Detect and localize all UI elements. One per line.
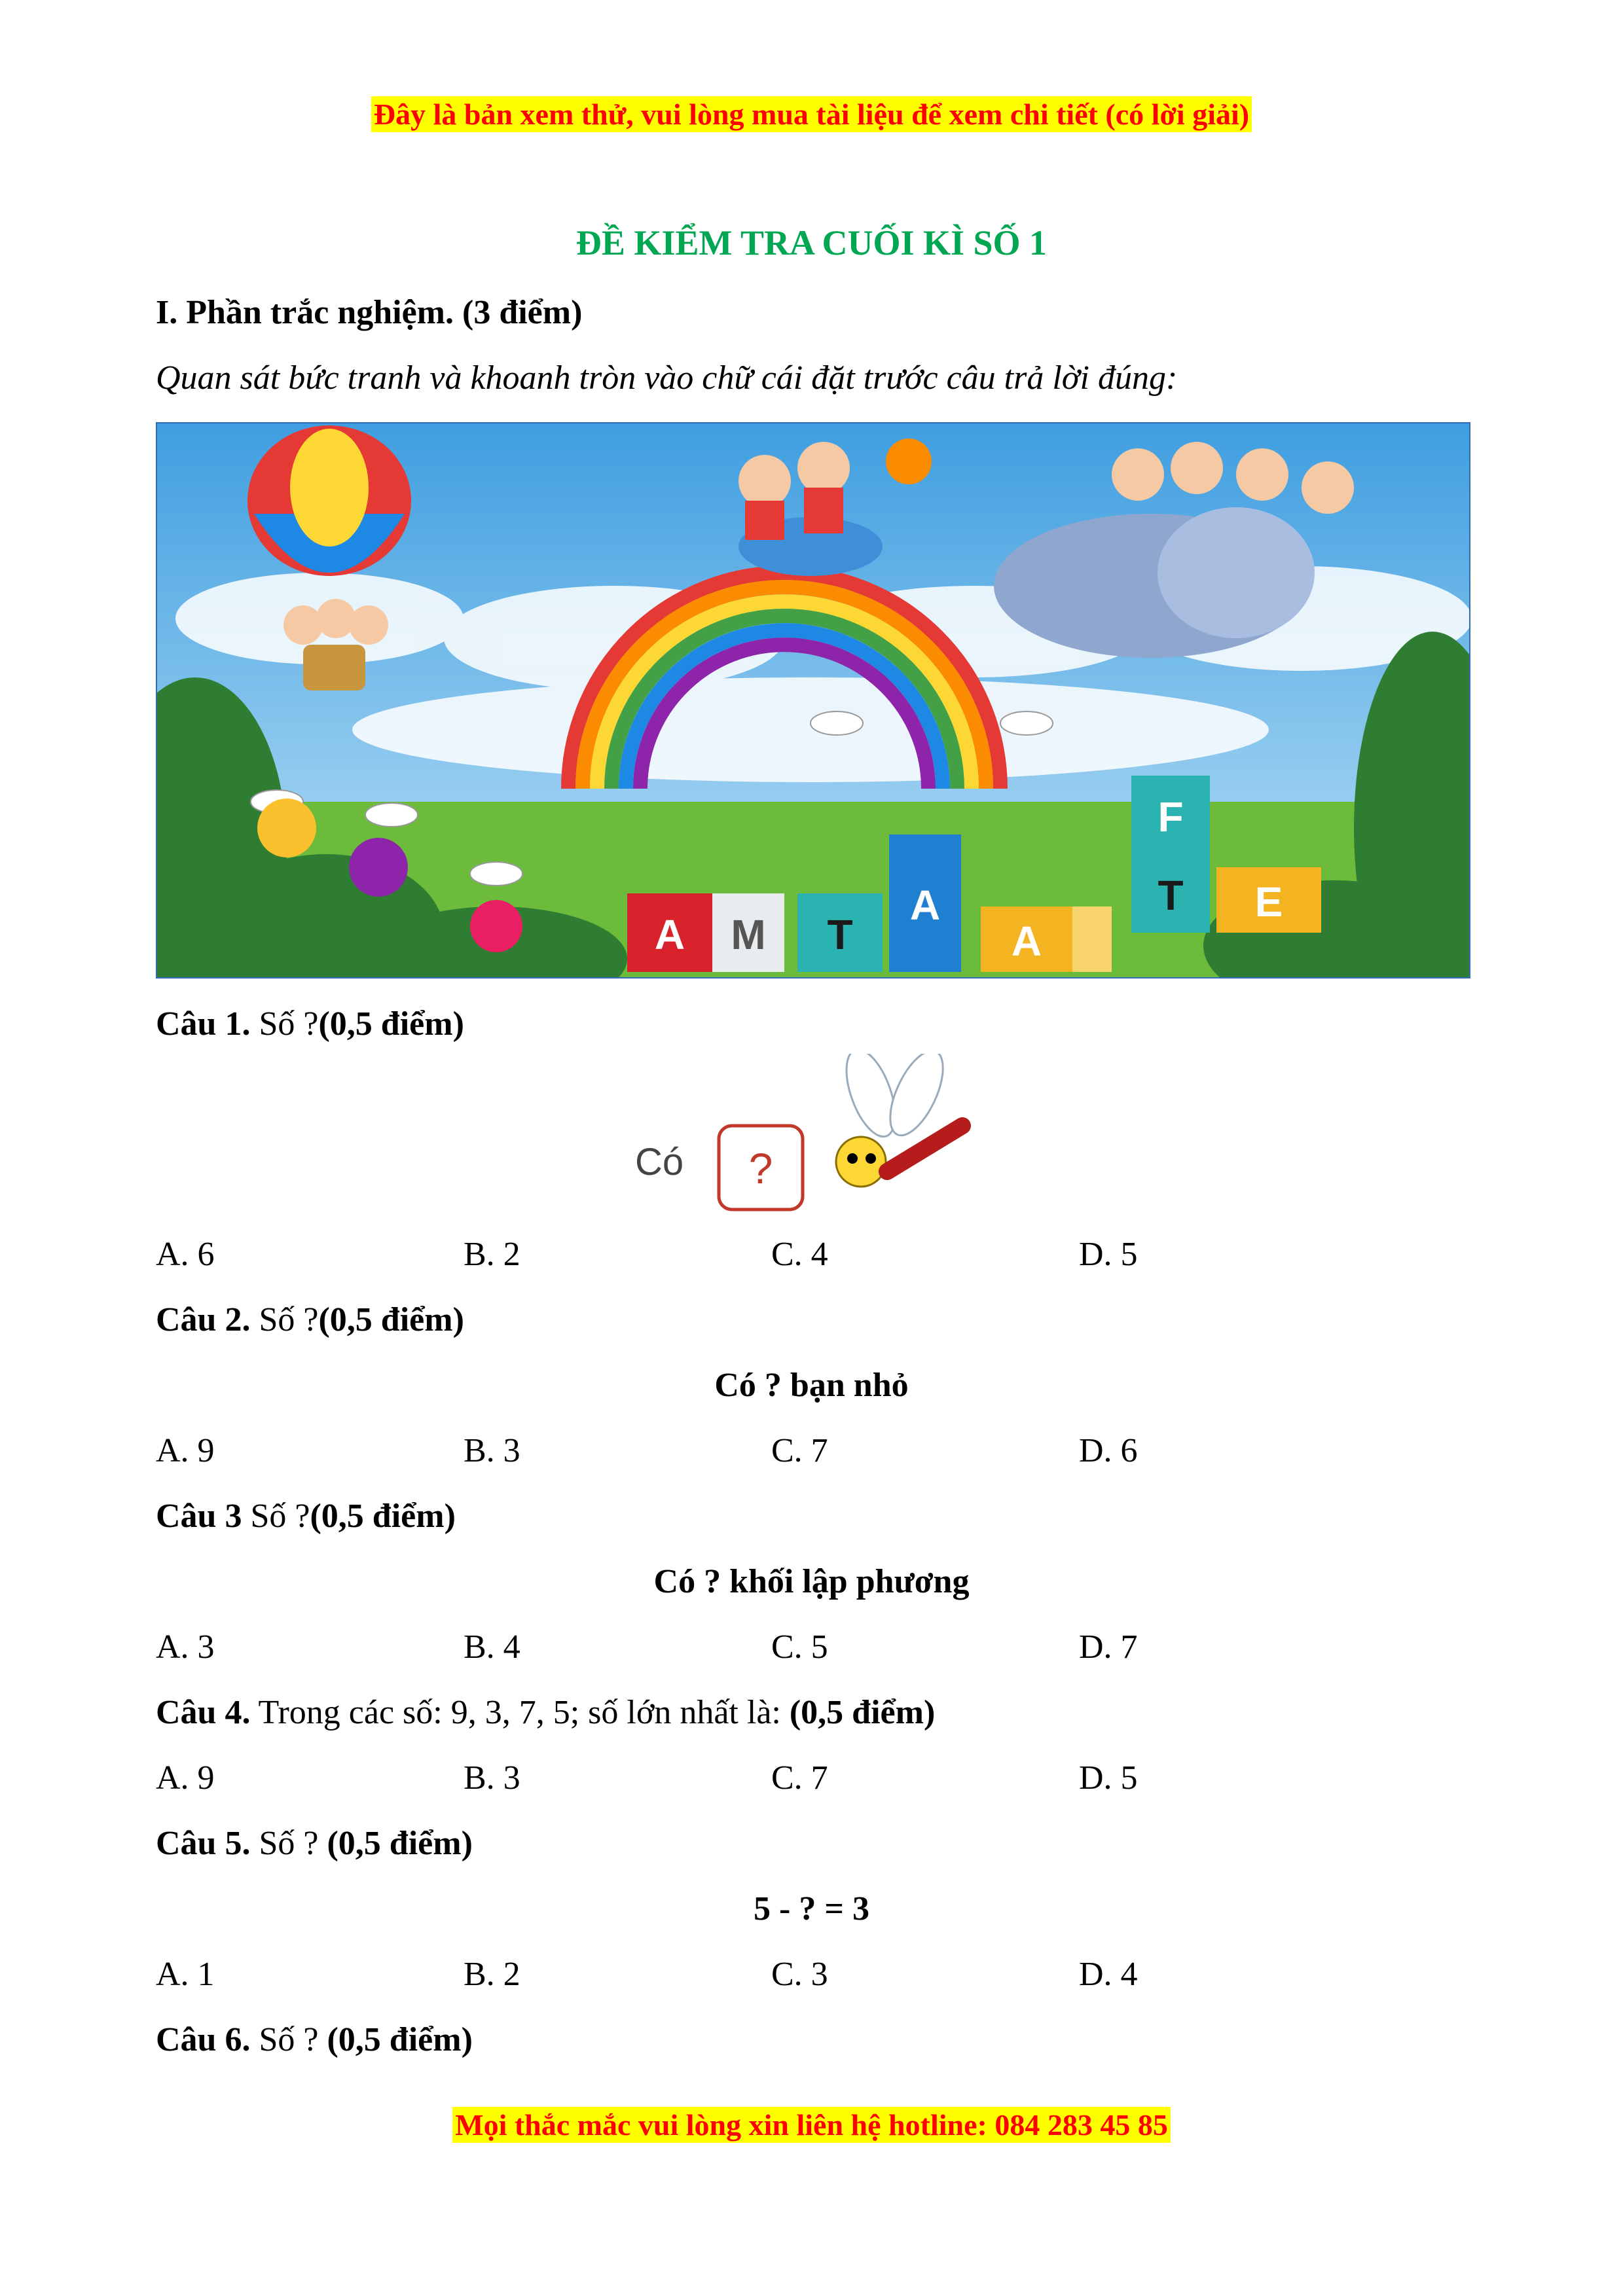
q2-option-d[interactable]: D. 6 (1079, 1432, 1138, 1469)
question-4-points: (0,5 điểm) (789, 1694, 936, 1731)
answer-box-mark: ? (748, 1144, 773, 1193)
hotline-notice (0, 2108, 1623, 2142)
purple-flower-icon (349, 838, 408, 897)
pink-flower-icon (470, 900, 522, 952)
q4-option-c[interactable]: C. 7 (771, 1759, 828, 1797)
sunflower-icon (257, 798, 316, 857)
block-letter-6: F (1158, 793, 1184, 840)
question-2 (156, 1300, 464, 1339)
q4-option-b[interactable]: B. 3 (464, 1759, 520, 1797)
q3-option-d[interactable]: D. 7 (1079, 1628, 1138, 1666)
question-6-label: Câu 6. (156, 2021, 251, 2058)
block-letter-4: A (909, 882, 941, 929)
question-3-prompt: Có ? khối lập phương (653, 1563, 970, 1600)
question-6-points: (0,5 điểm) (327, 2021, 473, 2058)
q1-option-d[interactable]: D. 5 (1079, 1236, 1138, 1273)
block-letter-1: A (654, 911, 685, 958)
q5-option-d[interactable]: D. 4 (1079, 1956, 1138, 1993)
question-1-label: Câu 1. (156, 1005, 251, 1043)
question-3-label: Câu 3 (156, 1498, 242, 1535)
question-2-label: Câu 2. (156, 1301, 251, 1338)
q3-option-c[interactable]: C. 5 (771, 1628, 828, 1666)
question-5-text: Số ? (250, 1825, 327, 1862)
question-4-label: Câu 4. (156, 1694, 251, 1731)
question-4-options (156, 1759, 1465, 1804)
hotline-notice-text: Mọi thắc mắc vui lòng xin liên hệ hotline: 084 283 45 85 (452, 2107, 1171, 2143)
question-1-options (156, 1235, 1465, 1281)
q2-option-b[interactable]: B. 3 (464, 1432, 520, 1469)
question-4 (156, 1693, 935, 1732)
question-4-text: Trong các số: 9, 3, 7, 5; số lớn nhất là: (250, 1694, 790, 1731)
question-2-text: Số ? (250, 1301, 319, 1338)
question-3-text: Số ? (242, 1498, 310, 1535)
instruction-text: Quan sát bức tranh và khoanh tròn vào chữ cái đặt trước câu trả lời đúng: (156, 359, 1178, 397)
question-6-text: Số ? (250, 2021, 327, 2058)
preview-notice (0, 97, 1623, 132)
question-5-label: Câu 5. (156, 1825, 251, 1862)
q3-option-b[interactable]: B. 4 (464, 1628, 520, 1666)
section-heading: I. Phần trắc nghiệm. (3 điểm) (156, 294, 583, 331)
q2-option-a[interactable]: A. 9 (156, 1432, 215, 1469)
preview-notice-text: Đây là bản xem thử, vui lòng mua tài liệu để xem chi tiết (có lời giải) (371, 96, 1252, 132)
q5-option-c[interactable]: C. 3 (771, 1956, 828, 1993)
question-2-options (156, 1431, 1465, 1477)
question-1-points: (0,5 điểm) (318, 1005, 464, 1043)
question-1-figure (622, 1054, 982, 1224)
q5-option-a[interactable]: A. 1 (156, 1956, 215, 1993)
q3-option-a[interactable]: A. 3 (156, 1628, 215, 1666)
question-2-points: (0,5 điểm) (318, 1301, 464, 1338)
question-3-points: (0,5 điểm) (310, 1498, 456, 1535)
question-3-options (156, 1628, 1465, 1674)
exam-title: ĐỀ KIỂM TRA CUỐI KÌ SỐ 1 (575, 223, 1048, 262)
block-letter-3: T (827, 911, 853, 958)
question-5-options (156, 1955, 1465, 2001)
question-5-prompt: 5 - ? = 3 (754, 1890, 869, 1928)
question-2-prompt: Có ? bạn nhỏ (714, 1367, 909, 1404)
question-3 (156, 1497, 456, 1535)
q2-option-c[interactable]: C. 7 (771, 1432, 828, 1469)
sun-icon (886, 439, 932, 484)
block-letter-5: A (1011, 918, 1042, 965)
question-5 (156, 1824, 473, 1863)
question-5-points: (0,5 điểm) (327, 1825, 473, 1862)
q1-option-a[interactable]: A. 6 (156, 1236, 215, 1273)
question-1-text: Số ? (250, 1005, 319, 1043)
q1-option-b[interactable]: B. 2 (464, 1236, 520, 1273)
dragonfly-icon (836, 1054, 962, 1187)
question-6 (156, 2020, 473, 2059)
block-letter-7: T (1158, 872, 1184, 919)
illustration-scene (156, 422, 1470, 978)
q1-option-c[interactable]: C. 4 (771, 1236, 828, 1273)
block-letter-2: M (731, 911, 766, 958)
q4-option-a[interactable]: A. 9 (156, 1759, 215, 1797)
question-1 (156, 1005, 464, 1043)
q5-option-b[interactable]: B. 2 (464, 1956, 520, 1993)
q4-option-d[interactable]: D. 5 (1079, 1759, 1138, 1797)
question-1-prompt-word: Có (635, 1141, 684, 1183)
block-letter-8: E (1254, 878, 1283, 925)
